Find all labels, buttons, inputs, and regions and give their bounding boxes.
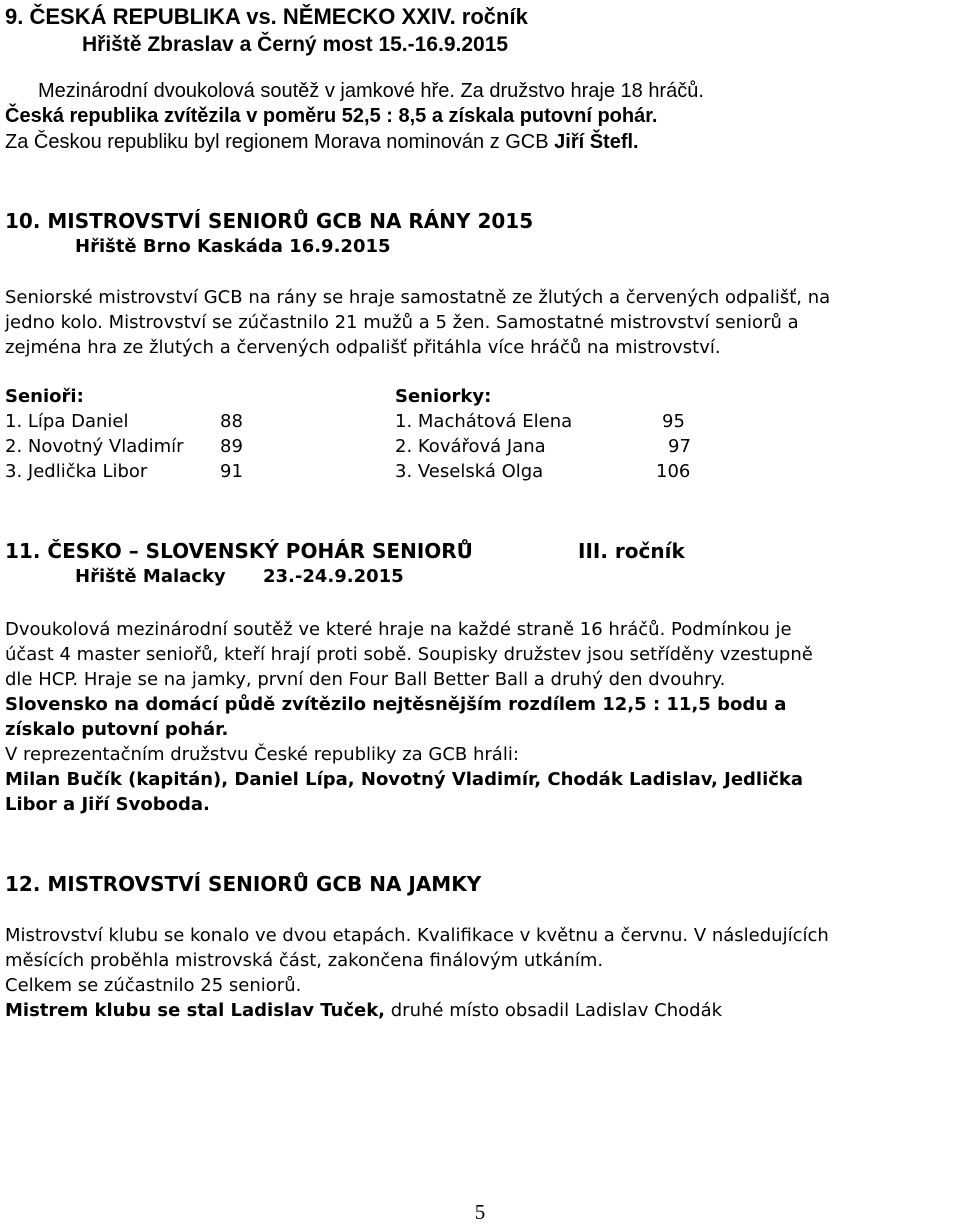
section-11-result: Slovensko na domácí půdě zvítězilo nejtěsnějším rozdílem 12,5 : 11,5 bodu a: [5, 694, 787, 715]
page-number: 5: [474, 1200, 486, 1224]
women-result-name: 2. Kovářová Jana: [395, 436, 546, 457]
section-11-team-intro: V reprezentačním družstvu České republiky za GCB hráli:: [5, 744, 519, 765]
section-11-paragraph-line: dle HCP. Hraje se na jamky, první den Four Ball Better Ball a druhý den dvouhry.: [5, 669, 726, 690]
section-9-nomination: Za Českou republiku byl regionem Morava nominován z GCB Jiří Štefl.: [5, 131, 639, 153]
men-result-score: 91: [220, 461, 243, 482]
women-result-name: 1. Machátová Elena: [395, 411, 573, 432]
section-11-team-members: Libor a Jiří Svoboda.: [5, 794, 210, 815]
men-result-score: 88: [220, 411, 243, 432]
section-10-venue: Hřiště Brno Kaskáda 16.9.2015: [75, 236, 391, 257]
men-result-name: 1. Lípa Daniel: [5, 411, 129, 432]
section-11-heading: 11. ČESKO – SLOVENSKÝ POHÁR SENIORŮ: [5, 539, 473, 563]
section-10-paragraph-line: zejména hra ze žlutých a červených odpališť přitáhla více hráčů na mistrovství.: [5, 337, 721, 358]
section-11-date: 23.-24.9.2015: [263, 566, 404, 587]
men-result-name: 3. Jedlička Libor: [5, 461, 148, 482]
men-result-score: 89: [220, 436, 243, 457]
nominee-name: Jiří Štefl.: [554, 131, 639, 153]
women-result-score: 95: [662, 411, 685, 432]
section-10-heading: 10. MISTROVSTVÍ SENIORŮ GCB NA RÁNY 2015: [5, 209, 534, 233]
section-12-paragraph-line: měsících proběhla mistrovská část, zakončena finálovým utkáním.: [5, 950, 604, 971]
section-9-text-line: Mezinárodní dvoukolová soutěž v jamkové hře. Za družstvo hraje 18 hráčů.: [38, 80, 704, 102]
section-9-heading: 9. ČESKÁ REPUBLIKA vs. NĚMECKO XXIV. ročník: [5, 4, 528, 29]
women-results-label: Seniorky:: [395, 386, 492, 407]
section-11-edition: III. ročník: [578, 539, 685, 563]
section-9-result: Česká republika zvítězila v poměru 52,5 : 8,5 a získala putovní pohár.: [5, 105, 658, 127]
section-12-paragraph-line: Mistrovství klubu se konalo ve dvou etapách. Kvalifikace v květnu a červnu. V následujících: [5, 925, 829, 946]
men-result-name: 2. Novotný Vladimír: [5, 436, 184, 457]
women-result-score: 106: [656, 461, 691, 482]
section-12-paragraph-line: Celkem se zúčastnilo 25 seniorů.: [5, 975, 302, 996]
section-9-venue: Hřiště Zbraslav a Černý most 15.-16.9.2015: [82, 33, 509, 56]
section-10-paragraph-line: Seniorské mistrovství GCB na rány se hraje samostatně ze žlutých a červených odpališť, na: [5, 287, 831, 308]
section-11-team-members: Milan Bučík (kapitán), Daniel Lípa, Novotný Vladimír, Chodák Ladislav, Jedlička: [5, 769, 804, 790]
section-12-champion: Mistrem klubu se stal Ladislav Tuček, druhé místo obsadil Ladislav Chodák: [5, 1000, 723, 1021]
women-result-score: 97: [668, 436, 691, 457]
section-11-venue: Hřiště Malacky: [75, 566, 226, 587]
section-10-paragraph-line: jedno kolo. Mistrovství se zúčastnilo 21 mužů a 5 žen. Samostatné mistrovství seniorů a: [5, 312, 799, 333]
women-result-name: 3. Veselská Olga: [395, 461, 544, 482]
section-11-result: získalo putovní pohár.: [5, 719, 229, 740]
section-11-paragraph-line: účast 4 master seniořů, kteří hrají proti sobě. Soupisky družstev jsou setříděny vzestupně: [5, 644, 813, 665]
men-results-label: Senioři:: [5, 386, 84, 407]
section-11-paragraph-line: Dvoukolová mezinárodní soutěž ve které hraje na každé straně 16 hráčů. Podmínkou je: [5, 619, 792, 640]
section-12-heading: 12. MISTROVSTVÍ SENIORŮ GCB NA JAMKY: [5, 872, 482, 896]
